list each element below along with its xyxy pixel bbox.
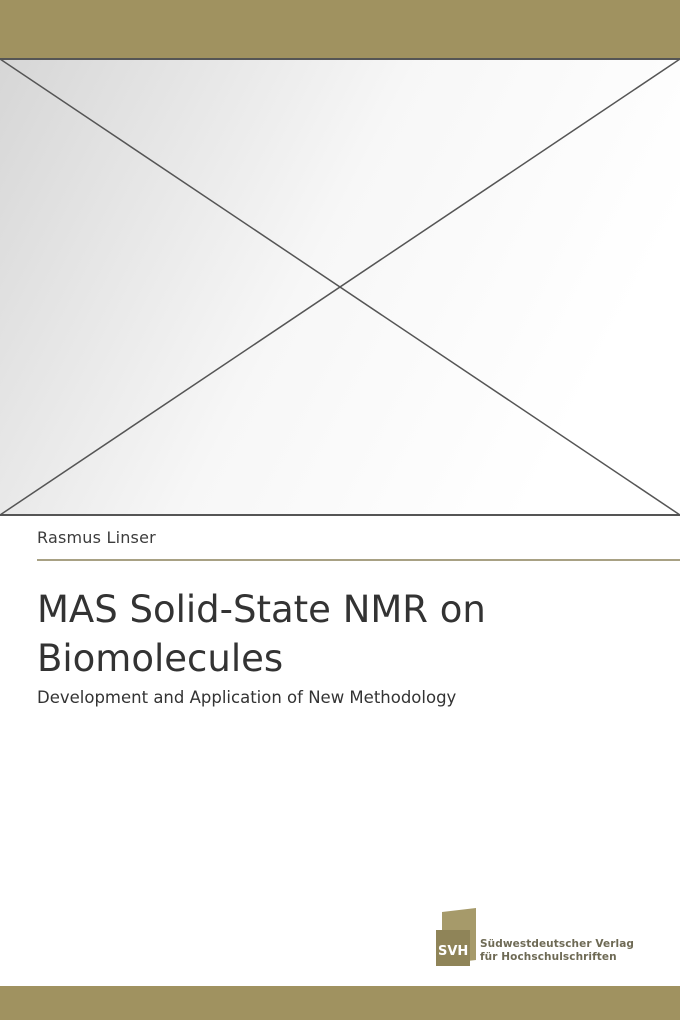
cover-image-placeholder xyxy=(0,58,680,516)
publisher-name-line1: Südwestdeutscher Verlag xyxy=(480,938,635,950)
book-subtitle: Development and Application of New Methodology xyxy=(37,688,457,707)
book-title: MAS Solid-State NMR on Biomolecules xyxy=(37,588,486,680)
publisher-logo xyxy=(436,908,636,970)
divider-rule xyxy=(37,559,680,561)
publisher-name-line2: für Hochschulschriften xyxy=(480,951,617,963)
svh-logo-text: SVH xyxy=(438,944,469,959)
publisher-name xyxy=(480,938,634,964)
top-color-band xyxy=(0,0,680,58)
author-name: Rasmus Linser xyxy=(37,528,156,547)
svh-logo-icon xyxy=(436,908,482,970)
bottom-color-band xyxy=(0,986,680,1020)
